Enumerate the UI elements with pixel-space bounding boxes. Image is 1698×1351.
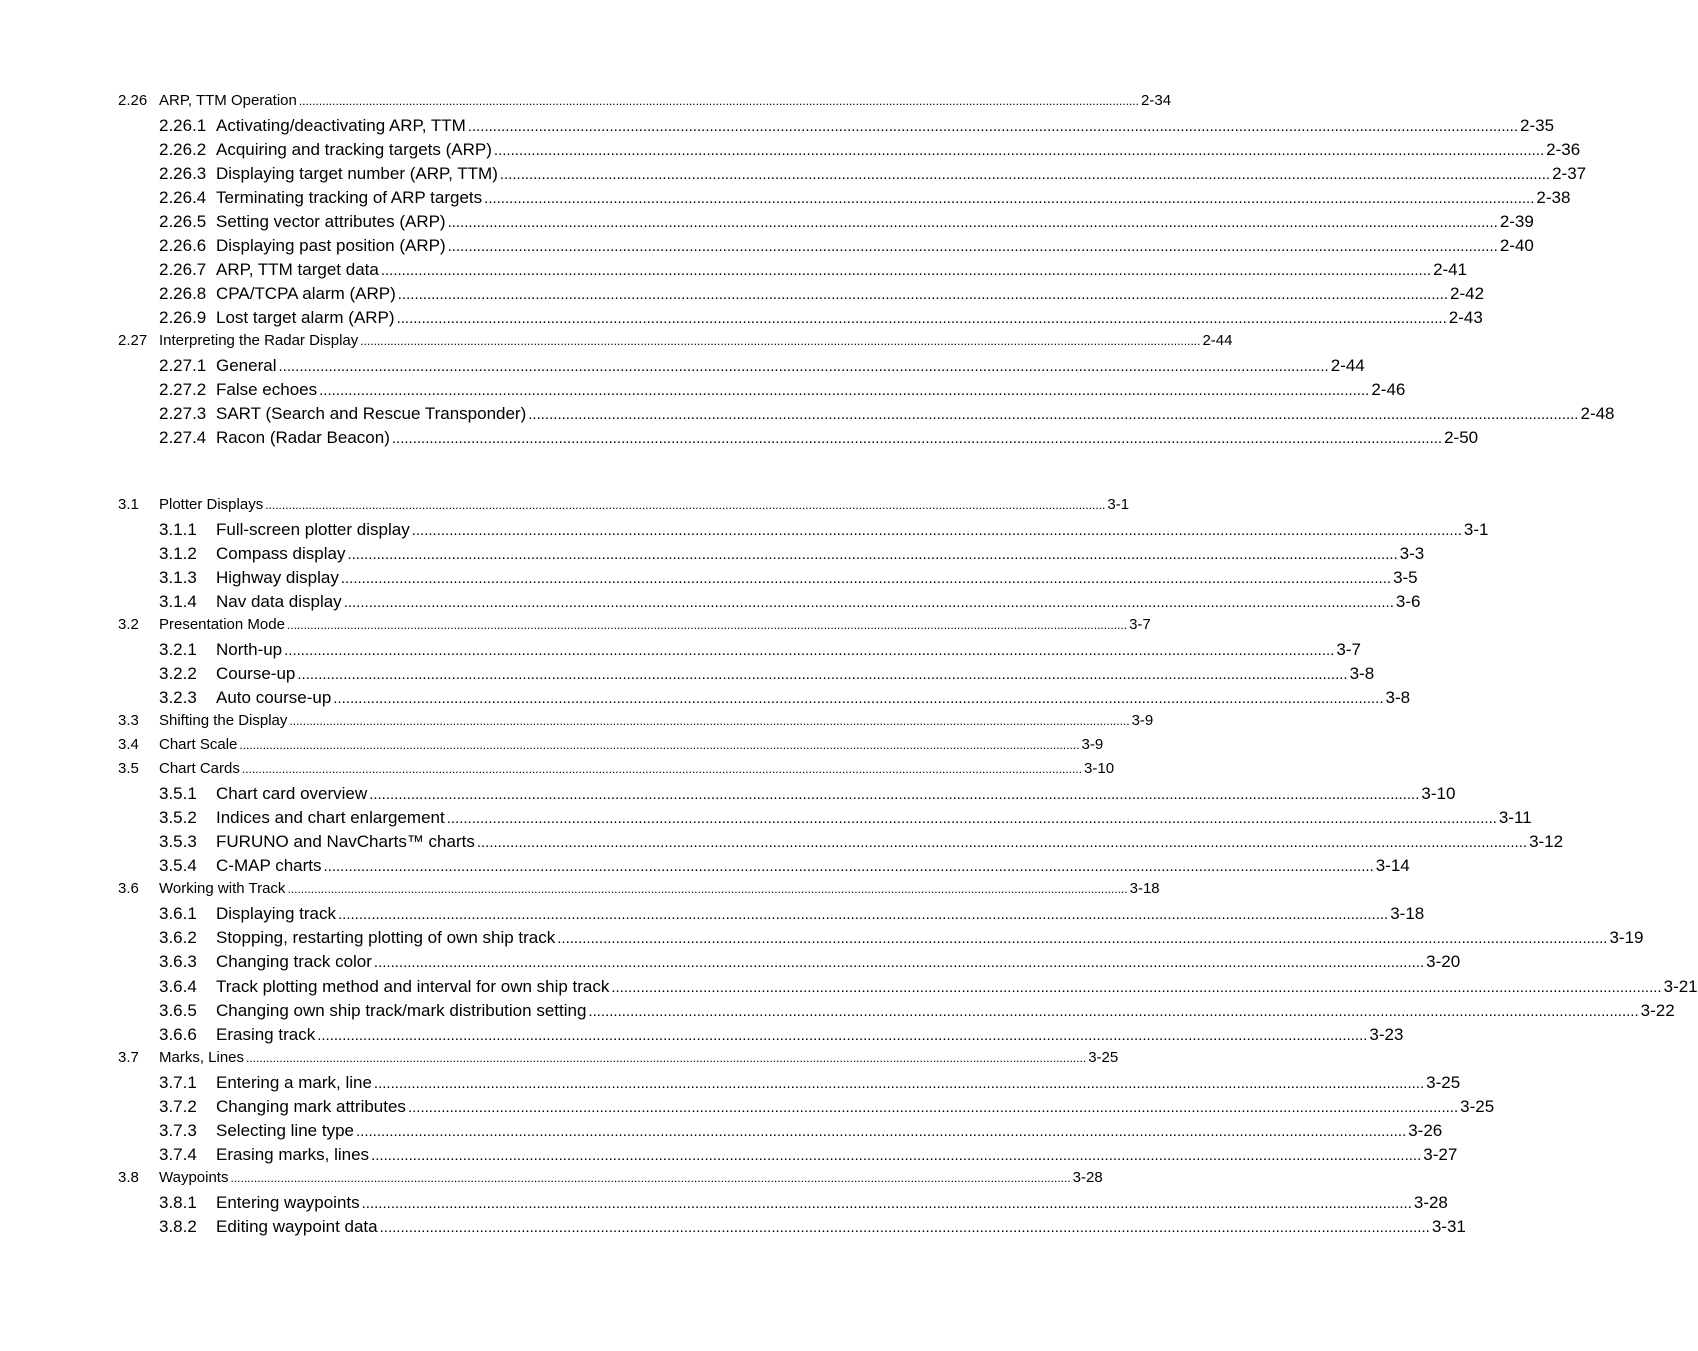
entry-title: Auto course-up: [216, 688, 332, 707]
entry-title: Marks, Lines: [159, 1049, 245, 1066]
toc-section-entry[interactable]: [118, 712, 1154, 729]
entry-page-number: 2-42: [1450, 284, 1485, 303]
dot-leader: ............................................................................................................................................................................................................................................................: [407, 1099, 1459, 1116]
dot-leader: ............................................................................................................................................................................................................................................................: [493, 142, 1545, 159]
entry-number: 2.26.4: [159, 188, 207, 207]
entry-number: 3.2.3: [159, 688, 197, 707]
toc-subsection-entry[interactable]: [159, 260, 1468, 280]
dot-leader: ............................................................................................................................................................................................................................................................: [239, 738, 1080, 752]
entry-number: 3.6.1: [159, 904, 197, 923]
entry-title: Stopping, restarting plotting of own ship track: [216, 928, 556, 947]
entry-title: CPA/TCPA alarm (ARP): [216, 284, 396, 303]
entry-number: 2.27.4: [159, 428, 207, 447]
entry-page-number: 3-31: [1431, 1217, 1466, 1236]
toc-subsection-entry[interactable]: [159, 1001, 1675, 1021]
entry-number: 3.2.2: [159, 664, 197, 683]
toc-subsection-entry[interactable]: [159, 140, 1581, 160]
entry-title: Indices and chart enlargement: [216, 808, 445, 827]
entry-number: 3.6.3: [159, 952, 197, 971]
dot-leader: ............................................................................................................................................................................................................................................................: [373, 954, 1425, 971]
entry-page-number: 2-36: [1546, 140, 1581, 159]
entry-page-number: 2-35: [1520, 116, 1555, 135]
entry-page-number: 3-18: [1129, 880, 1160, 897]
toc-subsection-entry[interactable]: [159, 164, 1587, 184]
entry-title: Erasing track: [216, 1025, 316, 1044]
entry-title: FURUNO and NavCharts™ charts: [216, 832, 475, 851]
entry-page-number: 2-46: [1371, 380, 1406, 399]
toc-subsection-entry[interactable]: [159, 308, 1483, 328]
entry-page-number: 3-1: [1463, 520, 1489, 539]
toc-subsection-entry[interactable]: [159, 520, 1489, 540]
entry-number: 2.27.2: [159, 380, 207, 399]
toc-section-entry[interactable]: [118, 736, 1104, 753]
dot-leader: ............................................................................................................................................................................................................................................................: [361, 1195, 1412, 1212]
entry-number: 2.26.9: [159, 308, 207, 327]
entry-title: Selecting line type: [216, 1121, 354, 1140]
dot-leader: ............................................................................................................................................................................................................................................................: [297, 666, 1348, 683]
dot-leader: ............................................................................................................................................................................................................................................................: [371, 1147, 1422, 1164]
dot-leader: ............................................................................................................................................................................................................................................................: [380, 262, 1432, 279]
dot-leader: ............................................................................................................................................................................................................................................................: [411, 522, 1462, 539]
dot-leader: ............................................................................................................................................................................................................................................................: [340, 570, 1392, 587]
entry-title: Chart Scale: [159, 736, 238, 753]
toc-subsection-entry[interactable]: [159, 832, 1564, 852]
entry-page-number: 2-44: [1202, 332, 1233, 349]
dot-leader: ............................................................................................................................................................................................................................................................: [528, 406, 1579, 423]
dot-leader: ............................................................................................................................................................................................................................................................: [323, 858, 1374, 875]
dot-leader: ............................................................................................................................................................................................................................................................: [246, 1051, 1087, 1065]
toc-section-entry[interactable]: [118, 760, 1115, 777]
entry-page-number: 3-25: [1426, 1073, 1461, 1092]
dot-leader: ............................................................................................................................................................................................................................................................: [278, 358, 1329, 375]
entry-number: 3.2.1: [159, 640, 197, 659]
entry-page-number: 3-28: [1413, 1193, 1448, 1212]
entry-title: C-MAP charts: [216, 856, 322, 875]
entry-page-number: 3-8: [1385, 688, 1411, 707]
entry-title: Waypoints: [159, 1169, 229, 1186]
entry-number: 3.8.1: [159, 1193, 197, 1212]
toc-subsection-entry[interactable]: [159, 404, 1615, 424]
entry-title: ARP, TTM Operation: [159, 92, 297, 109]
entry-page-number: 3-3: [1399, 544, 1425, 563]
toc-section-entry[interactable]: [118, 496, 1130, 513]
dot-leader: ............................................................................................................................................................................................................................................................: [379, 1219, 1430, 1236]
dot-leader: ............................................................................................................................................................................................................................................................: [338, 906, 1389, 923]
toc-section-entry[interactable]: [118, 92, 1172, 109]
toc-subsection-entry[interactable]: [159, 116, 1555, 136]
entry-page-number: 3-12: [1529, 832, 1564, 851]
toc-subsection-entry[interactable]: [159, 1145, 1458, 1165]
entry-page-number: 3-8: [1349, 664, 1375, 683]
toc-subsection-entry[interactable]: [159, 592, 1421, 612]
dot-leader: ............................................................................................................................................................................................................................................................: [265, 498, 1106, 512]
entry-title: Editing waypoint data: [216, 1217, 378, 1236]
entry-title: Interpreting the Radar Display: [159, 332, 359, 349]
entry-number: 2.26.7: [159, 260, 207, 279]
toc-subsection-entry[interactable]: [159, 428, 1479, 448]
entry-title: Presentation Mode: [159, 616, 285, 633]
dot-leader: ............................................................................................................................................................................................................................................................: [360, 334, 1201, 348]
dot-leader: ............................................................................................................................................................................................................................................................: [557, 930, 1608, 947]
entry-page-number: 3-7: [1336, 640, 1361, 659]
entry-title: False echoes: [216, 380, 318, 399]
toc-subsection-entry[interactable]: [159, 284, 1485, 304]
dot-leader: ............................................................................................................................................................................................................................................................: [230, 1171, 1071, 1185]
dot-leader: ............................................................................................................................................................................................................................................................: [484, 190, 1535, 207]
entry-page-number: 3-7: [1129, 616, 1151, 633]
dot-leader: ............................................................................................................................................................................................................................................................: [446, 810, 1497, 827]
entry-number: 2.26.1: [159, 116, 207, 135]
toc-subsection-entry[interactable]: [159, 380, 1406, 400]
toc-subsection-entry[interactable]: [159, 784, 1456, 804]
entry-page-number: 2-40: [1499, 236, 1534, 255]
dot-leader: ............................................................................................................................................................................................................................................................: [347, 546, 1398, 563]
entry-title: Displaying past position (ARP): [216, 236, 446, 255]
entry-page-number: 3-26: [1408, 1121, 1443, 1140]
dot-leader: ............................................................................................................................................................................................................................................................: [319, 382, 1370, 399]
entry-number: 3.2: [118, 616, 139, 633]
entry-number: 3.5.3: [159, 832, 197, 851]
entry-page-number: 3-28: [1072, 1169, 1103, 1186]
entry-title: SART (Search and Rescue Transponder): [216, 404, 527, 423]
entry-title: Plotter Displays: [159, 496, 264, 513]
entry-title: Shifting the Display: [159, 712, 288, 729]
entry-number: 3.7: [118, 1049, 139, 1066]
entry-number: 3.7.1: [159, 1073, 197, 1092]
toc-section-entry[interactable]: [118, 1049, 1119, 1066]
entry-title: Terminating tracking of ARP targets: [216, 188, 483, 207]
toc-section-entry[interactable]: [118, 880, 1160, 897]
toc-subsection-entry[interactable]: [159, 568, 1418, 588]
entry-number: 2.26.2: [159, 140, 207, 159]
entry-number: 3.6.5: [159, 1001, 197, 1020]
entry-number: 3.5: [118, 760, 139, 777]
entry-number: 3.4: [118, 736, 139, 753]
toc-subsection-entry[interactable]: [159, 904, 1425, 924]
entry-title: Nav data display: [216, 592, 342, 611]
toc-subsection-entry[interactable]: [159, 356, 1365, 376]
entry-page-number: 2-50: [1444, 428, 1479, 447]
dot-leader: ............................................................................................................................................................................................................................................................: [476, 834, 1528, 851]
entry-number: 3.5.4: [159, 856, 197, 875]
entry-page-number: 2-37: [1552, 164, 1587, 183]
toc-section-entry[interactable]: [118, 332, 1233, 349]
toc-subsection-entry[interactable]: [159, 1121, 1443, 1141]
entry-page-number: 2-44: [1330, 356, 1365, 375]
entry-page-number: 2-43: [1448, 308, 1483, 327]
entry-title: Working with Track: [159, 880, 286, 897]
entry-number: 3.6.2: [159, 928, 197, 947]
entry-number: 2.26: [118, 92, 148, 109]
dot-leader: ............................................................................................................................................................................................................................................................: [611, 979, 1662, 996]
entry-number: 3.7.2: [159, 1097, 197, 1116]
dot-leader: ............................................................................................................................................................................................................................................................: [289, 714, 1130, 728]
entry-number: 2.26.6: [159, 236, 207, 255]
entry-number: 3.1.4: [159, 592, 197, 611]
entry-title: Acquiring and tracking targets (ARP): [216, 140, 492, 159]
dot-leader: ............................................................................................................................................................................................................................................................: [333, 690, 1384, 707]
entry-page-number: 3-6: [1395, 592, 1421, 611]
entry-page-number: 3-27: [1423, 1145, 1458, 1164]
entry-title: Changing track color: [216, 952, 372, 971]
dot-leader: ............................................................................................................................................................................................................................................................: [447, 238, 1498, 255]
entry-page-number: 3-25: [1460, 1097, 1495, 1116]
toc-subsection-entry[interactable]: [159, 952, 1461, 972]
toc-subsection-entry[interactable]: [159, 808, 1532, 828]
dot-leader: ............................................................................................................................................................................................................................................................: [317, 1027, 1368, 1044]
entry-page-number: 3-22: [1640, 1001, 1675, 1020]
dot-leader: ............................................................................................................................................................................................................................................................: [397, 286, 1449, 303]
entry-title: Setting vector attributes (ARP): [216, 212, 446, 231]
entry-page-number: 2-34: [1141, 92, 1172, 109]
entry-title: Highway display: [216, 568, 339, 587]
entry-number: 2.27.3: [159, 404, 207, 423]
entry-page-number: 3-10: [1421, 784, 1456, 803]
entry-number: 2.26.5: [159, 212, 207, 231]
entry-number: 3.5.1: [159, 784, 197, 803]
dot-leader: ............................................................................................................................................................................................................................................................: [284, 642, 1335, 659]
toc-subsection-entry[interactable]: [159, 1217, 1466, 1237]
toc-subsection-entry[interactable]: [159, 236, 1534, 256]
toc-subsection-entry[interactable]: [159, 856, 1410, 876]
entry-title: Full-screen plotter display: [216, 520, 410, 539]
entry-title: Entering waypoints: [216, 1193, 360, 1212]
entry-number: 3.7.4: [159, 1145, 197, 1164]
entry-page-number: 3-5: [1393, 568, 1418, 587]
entry-page-number: 3-25: [1088, 1049, 1119, 1066]
entry-page-number: 3-10: [1084, 760, 1115, 777]
entry-title: Entering a mark, line: [216, 1073, 372, 1092]
entry-title: General: [216, 356, 277, 375]
entry-number: 3.3: [118, 712, 139, 729]
entry-number: 2.27: [118, 332, 148, 349]
toc-subsection-entry[interactable]: [159, 977, 1698, 997]
entry-number: 2.26.3: [159, 164, 207, 183]
entry-title: Erasing marks, lines: [216, 1145, 370, 1164]
entry-number: 3.8: [118, 1169, 139, 1186]
toc-subsection-entry[interactable]: [159, 212, 1534, 232]
dot-leader: ............................................................................................................................................................................................................................................................: [369, 786, 1420, 803]
entry-number: 3.5.2: [159, 808, 197, 827]
entry-page-number: 3-23: [1369, 1025, 1404, 1044]
entry-title: Displaying target number (ARP, TTM): [216, 164, 498, 183]
entry-title: North-up: [216, 640, 283, 659]
dot-leader: ............................................................................................................................................................................................................................................................: [396, 310, 1447, 327]
entry-title: Track plotting method and interval for own ship track: [216, 977, 610, 996]
entry-title: Displaying track: [216, 904, 336, 923]
toc-section-entry[interactable]: [118, 1169, 1103, 1186]
dot-leader: ............................................................................................................................................................................................................................................................: [467, 118, 1518, 135]
entry-page-number: 2-39: [1499, 212, 1534, 231]
toc-subsection-entry[interactable]: [159, 1073, 1461, 1093]
entry-title: Course-up: [216, 664, 296, 683]
entry-title: Lost target alarm (ARP): [216, 308, 395, 327]
toc-subsection-entry[interactable]: [159, 1025, 1404, 1045]
toc-subsection-entry[interactable]: [159, 664, 1375, 684]
toc-subsection-entry[interactable]: [159, 1193, 1448, 1213]
entry-page-number: 3-11: [1498, 808, 1532, 827]
entry-title: Changing own ship track/mark distribution setting: [216, 1001, 587, 1020]
dot-leader: ............................................................................................................................................................................................................................................................: [286, 618, 1128, 632]
entry-page-number: 3-1: [1107, 496, 1130, 513]
dot-leader: ............................................................................................................................................................................................................................................................: [588, 1003, 1639, 1020]
entry-page-number: 3-19: [1609, 928, 1644, 947]
entry-title: Compass display: [216, 544, 346, 563]
entry-number: 3.1: [118, 496, 139, 513]
entry-page-number: 3-21: [1663, 977, 1698, 996]
dot-leader: ............................................................................................................................................................................................................................................................: [287, 882, 1128, 896]
dot-leader: ............................................................................................................................................................................................................................................................: [343, 594, 1394, 611]
entry-page-number: 3-9: [1131, 712, 1154, 729]
entry-title: Chart Cards: [159, 760, 240, 777]
entry-number: 3.8.2: [159, 1217, 197, 1236]
entry-page-number: 3-9: [1081, 736, 1104, 753]
entry-title: Activating/deactivating ARP, TTM: [216, 116, 466, 135]
entry-title: Racon (Radar Beacon): [216, 428, 390, 447]
toc-subsection-entry[interactable]: [159, 640, 1361, 660]
entry-page-number: 2-48: [1580, 404, 1615, 423]
toc-section-entry[interactable]: [118, 616, 1151, 633]
entry-title: ARP, TTM target data: [216, 260, 379, 279]
toc-subsection-entry[interactable]: [159, 688, 1411, 708]
entry-title: Changing mark attributes: [216, 1097, 406, 1116]
entry-number: 2.26.8: [159, 284, 207, 303]
entry-page-number: 2-41: [1433, 260, 1468, 279]
entry-page-number: 3-14: [1375, 856, 1410, 875]
entry-number: 3.7.3: [159, 1121, 197, 1140]
dot-leader: ............................................................................................................................................................................................................................................................: [298, 94, 1140, 108]
entry-number: 3.6.6: [159, 1025, 197, 1044]
entry-page-number: 2-38: [1536, 188, 1571, 207]
toc-subsection-entry[interactable]: [159, 1097, 1495, 1117]
dot-leader: ............................................................................................................................................................................................................................................................: [499, 166, 1551, 183]
entry-number: 2.27.1: [159, 356, 207, 375]
dot-leader: ............................................................................................................................................................................................................................................................: [391, 430, 1443, 447]
entry-number: 3.1.3: [159, 568, 197, 587]
dot-leader: ............................................................................................................................................................................................................................................................: [241, 762, 1083, 776]
toc-subsection-entry[interactable]: [159, 188, 1571, 208]
entry-number: 3.6.4: [159, 977, 197, 996]
entry-page-number: 3-20: [1426, 952, 1461, 971]
dot-leader: ............................................................................................................................................................................................................................................................: [355, 1123, 1407, 1140]
toc-subsection-entry[interactable]: [159, 928, 1644, 948]
entry-number: 3.6: [118, 880, 139, 897]
entry-number: 3.1.1: [159, 520, 197, 539]
entry-page-number: 3-18: [1390, 904, 1425, 923]
dot-leader: ............................................................................................................................................................................................................................................................: [447, 214, 1498, 231]
entry-number: 3.1.2: [159, 544, 197, 563]
entry-title: Chart card overview: [216, 784, 368, 803]
dot-leader: ............................................................................................................................................................................................................................................................: [373, 1075, 1425, 1092]
toc-subsection-entry[interactable]: [159, 544, 1425, 564]
